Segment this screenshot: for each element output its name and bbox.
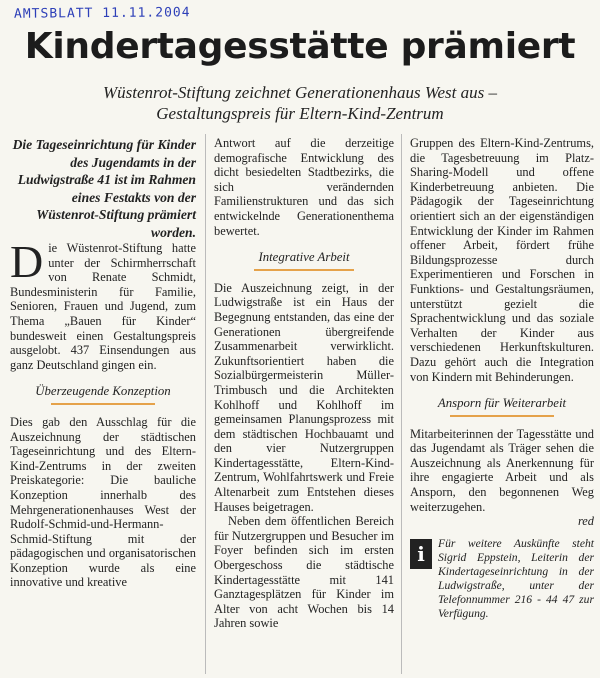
lead-paragraph: Die Tageseinrichtung für Kinder des Jugendamts in der Ludwigstraße 41 ist im Rahmen eines Festakts von der Wüstenrot-Stiftung prämiert worden.: [12, 137, 196, 240]
subhead: [0, 82, 600, 124]
info-text: Für weitere Auskünfte steht Sigrid Eppstein, Leiterin der Kindertageseinrichtung in der Ludwigstraße, unter der Telefonnummer 216 - 44 47 zur Verfügung.: [438, 536, 594, 620]
body-paragraph-3: Die Auszeichnung zeigt, in der Ludwigstraße ist ein Haus der Begegnung entstanden, das eine der Generationen übergreifende Zusammenarbeit verwirklicht. Zukunftsorientiert haben die Sozialbürgermeisterin Müller-Trimbusch und die Architekten Kohlhoff und Kohlhoff im gemeinsamen Planungsprozess mit dem städtischen Hochbauamt und den vier Nutzergruppen Kindertagesstätte, Eltern-Kind-Zentrum, Wohlfahrtswerk und Freie Altenarbeit zum Entstehen dieses Hauses beigetragen.: [214, 280, 394, 514]
info-box: [410, 537, 594, 621]
column-divider-2: [401, 134, 402, 674]
handwritten-note: AMTSBLATT 11.11.2004: [13, 5, 191, 22]
subtitle-ansporn-fuer-weiterarbeit: Ansporn für Weiterarbeit: [410, 396, 594, 417]
intro-paragraph: [10, 236, 196, 372]
column-2: [214, 136, 394, 631]
subtitle-integrative-arbeit: Integrative Arbeit: [214, 250, 394, 271]
column-1: [10, 136, 196, 590]
body-paragraph-1: Dies gab den Ausschlag für die Auszeichnung der städtischen Tageseinrichtung und des Eltern-Kind-Zentrums in der zweiten Preiskategorie: Die bauliche Konzeption innerhalb des Mehrgenerationenhauses West der Rudolf-Schmid-und-Hermann-Schmid-Stiftung mit der pädagogischen und organisatorischen Konzeption wurde als eine innovative und kreative: [10, 414, 196, 590]
body-paragraph-5: Gruppen des Eltern-Kind-Zentrums, die Tagesbetreuung im Platz-Sharing-Modell und offene Kinderbetreuung anbieten. Die Pädagogik der Tageseinrichtung orientiert sich an der eigenständigen Entwicklung der Kinder im Rahmen offener Arbeit, fördert frühe Bildungsprozesse durch Experimentieren und Forschen in Funktions- und Gestaltungsräumen, unterstützt gezielt die Sprachentwicklung und das soziale Verhalten der Kinder aus verschiedenen Herkunftskulturen. Dazu gehört auch die Integration von Kindern mit Behinderungen.: [410, 136, 594, 384]
drop-cap: D: [10, 236, 44, 287]
body-paragraph-6: Mitarbeiterinnen der Tagesstätte und das Jugendamt als Träger sehen die Auszeichnung als Anerkennung für ihre engagierte Arbeit und als Ansporn, den begonnenen Weg weiterzugehen.: [410, 426, 594, 514]
body-paragraph-2: Antwort auf die derzeitige demografische Entwicklung des dicht besiedelten Stadtbezirks, die sich verändernden Familienstrukturen und das sich entwickelnde Generationenthema bewertet.: [214, 136, 394, 238]
headline: Kindertagesstätte prämiert: [24, 26, 576, 67]
info-icon: i: [410, 539, 432, 569]
author-tag: red: [577, 514, 594, 529]
intro-text: ie Wüstenrot-Stiftung hatte unter der Schirmherrschaft von Renate Schmidt, Bundesministerin für Familie, Senioren, Frauen und Jugend, zum Thema „Bauen für Kinder“ bundesweit einen Gestaltungspreis ausgelobt. 437 Einsendungen aus ganz Deutschland gingen ein.: [10, 241, 196, 372]
subtitle-ueberzeugende-konzeption: Überzeugende Konzeption: [10, 384, 196, 405]
subhead-line-2: Gestaltungspreis für Eltern-Kind-Zentrum: [156, 104, 444, 123]
subhead-line-1: Wüstenrot-Stiftung zeichnet Generationenhaus West aus –: [103, 83, 497, 102]
column-3: [410, 136, 594, 621]
column-divider-1: [205, 134, 206, 674]
body-paragraph-4: Neben dem öffentlichen Bereich für Nutzergruppen und Besucher im Foyer befinden sich im ersten Obergeschoss die städtische Kindertagesstätte mit 141 Ganztagesplätzen für Kinder im Alter von acht Wochen bis 14 Jahren sowie: [214, 514, 394, 631]
